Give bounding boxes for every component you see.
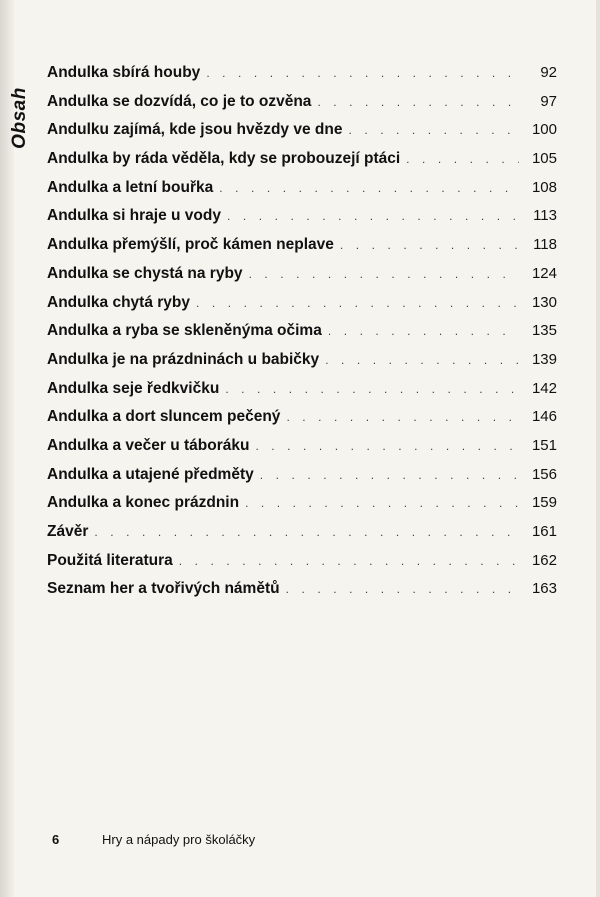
toc-entry-page: 97 [540, 92, 557, 110]
toc-entry-title: Andulku zajímá, kde jsou hvězdy ve dne [47, 121, 343, 139]
scan-edge-right [596, 0, 600, 897]
toc-entry[interactable] [47, 322, 557, 351]
dot-leader [328, 324, 519, 338]
toc-entry-page: 163 [531, 580, 557, 598]
dot-leader [206, 66, 519, 80]
toc-entry[interactable] [47, 121, 557, 150]
toc-entry-page: 113 [533, 207, 557, 225]
toc-entry[interactable] [47, 93, 557, 122]
toc-entry-title: Andulka sbírá houby [47, 64, 201, 81]
dot-leader [348, 123, 519, 137]
toc-entry-page: 142 [531, 379, 557, 397]
toc-entry-page: 124 [531, 264, 557, 282]
toc-entry-title: Andulka přemýšlí, proč kámen neplave [47, 236, 334, 254]
toc-entry-title: Závěr [47, 523, 89, 540]
toc-entry[interactable] [47, 294, 557, 323]
toc-entry[interactable] [47, 64, 557, 93]
toc-entry[interactable] [47, 552, 557, 581]
toc-entry-page: 118 [533, 236, 557, 254]
toc-entry-page: 146 [531, 408, 557, 426]
section-label-text: Obsah [9, 87, 30, 149]
toc-entry-title: Andulka a letní bouřka [47, 178, 214, 196]
toc-entry-title: Andulka chytá ryby [47, 293, 190, 311]
section-label [2, 78, 38, 158]
dot-leader [94, 525, 519, 539]
dot-leader [179, 554, 519, 568]
dot-leader [196, 296, 519, 310]
toc-entry-title: Andulka by ráda věděla, kdy se probouzejí ptáci [47, 150, 401, 168]
dot-leader [340, 238, 519, 252]
toc-entry-page: 135 [531, 322, 557, 340]
table-of-contents [47, 64, 557, 609]
toc-entry-title: Seznam her a tvořivých námětů [47, 580, 280, 598]
toc-entry[interactable] [47, 236, 557, 265]
toc-entry-page: 161 [531, 523, 557, 540]
toc-entry-page: 130 [531, 293, 557, 311]
dot-leader [286, 582, 519, 596]
toc-entry-title: Andulka si hraje u vody [47, 207, 221, 225]
dot-leader [325, 353, 519, 367]
dot-leader [227, 209, 519, 223]
toc-entry-title: Andulka se chystá na ryby [47, 264, 243, 282]
dot-leader [406, 152, 519, 166]
dot-leader [245, 496, 519, 510]
toc-entry-title: Andulka a dort sluncem pečený [47, 408, 281, 426]
toc-entry[interactable] [47, 437, 557, 466]
toc-entry[interactable] [47, 265, 557, 294]
dot-leader [249, 267, 519, 281]
toc-entry-title: Andulka a ryba se skleněnýma očima [47, 322, 322, 340]
dot-leader [260, 468, 519, 482]
toc-entry[interactable] [47, 523, 557, 552]
toc-entry-title: Andulka a utajené předměty [47, 465, 254, 483]
footer-page-number: 6 [52, 832, 60, 847]
toc-entry-title: Andulka je na prázdninách u babičky [47, 350, 320, 368]
toc-entry[interactable] [47, 494, 557, 523]
toc-entry-title: Andulka seje ředkvičku [47, 379, 220, 397]
dot-leader [286, 410, 519, 424]
dot-leader [225, 382, 519, 396]
toc-entry-page: 92 [540, 64, 557, 81]
toc-entry-page: 108 [531, 178, 557, 196]
toc-entry-page: 162 [531, 551, 557, 569]
toc-entry[interactable] [47, 580, 557, 609]
toc-entry-page: 159 [531, 494, 557, 512]
toc-entry-title: Andulka a konec prázdnin [47, 494, 240, 512]
toc-entry[interactable] [47, 408, 557, 437]
footer-book-title: Hry a nápady pro školáčky [102, 832, 256, 847]
toc-entry-page: 151 [531, 436, 557, 454]
toc-entry[interactable] [47, 150, 557, 179]
toc-entry[interactable] [47, 351, 557, 380]
toc-entry-page: 105 [531, 150, 557, 168]
page-footer [52, 832, 255, 847]
toc-entry[interactable] [47, 207, 557, 236]
toc-entry-page: 100 [531, 121, 557, 139]
toc-entry-page: 139 [531, 350, 557, 368]
toc-entry-title: Andulka se dozvídá, co je to ozvěna [47, 92, 312, 110]
toc-entry-title: Andulka a večer u táboráku [47, 436, 250, 454]
toc-entry-page: 156 [531, 465, 557, 483]
dot-leader [255, 439, 519, 453]
toc-entry[interactable] [47, 380, 557, 409]
toc-entry[interactable] [47, 179, 557, 208]
dot-leader [219, 181, 519, 195]
toc-entry-title: Použitá literatura [47, 551, 173, 569]
toc-entry[interactable] [47, 466, 557, 495]
dot-leader [317, 95, 519, 109]
